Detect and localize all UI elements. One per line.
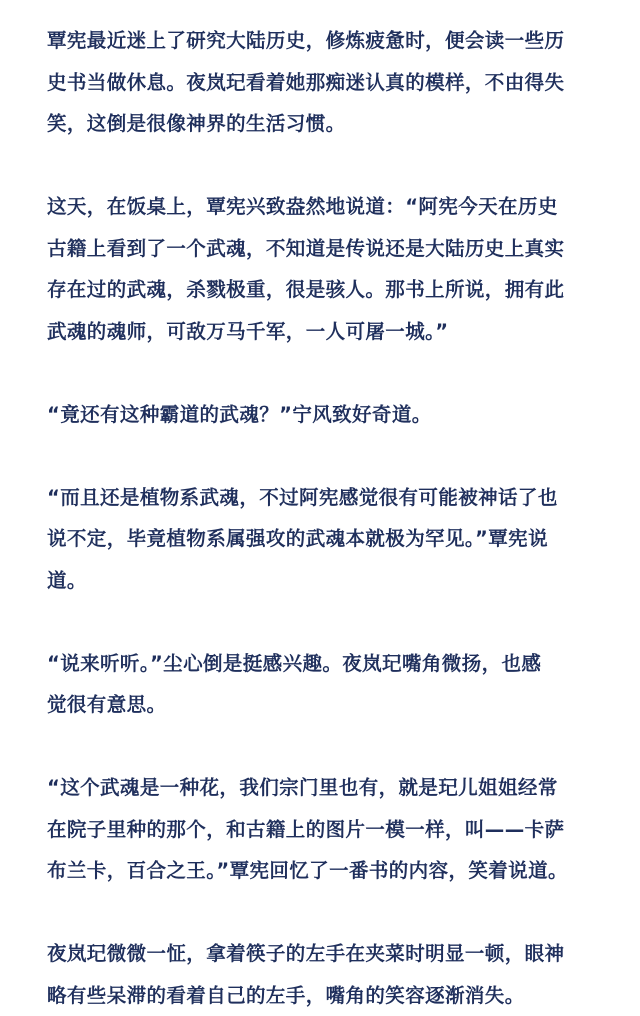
text-line: 夜岚玘微微一怔，拿着筷子的左手在夹菜时明显一顿，眼神 bbox=[47, 942, 565, 965]
text-line: 道。 bbox=[47, 568, 87, 592]
text-line: 古籍上看到了一个武魂，不知道是传说还是大陆历史上真实 bbox=[47, 236, 565, 260]
paragraph bbox=[47, 394, 603, 436]
text-line: 这天，在饭桌上，覃宪兴致盎然地说道：“阿宪今天在历史 bbox=[47, 195, 558, 218]
text-line: “而且还是植物系武魂，不过阿宪感觉很有可能被神话了也 bbox=[47, 485, 558, 509]
text-line: 武魂的魂师，可敌万马千军，一人可屠一城。” bbox=[47, 319, 449, 343]
text-line: 在院子里种的那个，和古籍上的图片一模一样，叫——卡萨 bbox=[47, 817, 565, 841]
article-body bbox=[47, 20, 603, 1016]
text-line: 布兰卡，百合之王。”覃宪回忆了一番书的内容，笑着说道。 bbox=[47, 859, 568, 882]
paragraph bbox=[47, 767, 603, 892]
paragraph bbox=[47, 20, 603, 145]
text-line: “这个武魂是一种花，我们宗门里也有，就是玘儿姐姐经常 bbox=[47, 776, 558, 799]
paragraph bbox=[47, 477, 603, 602]
text-line: 史书当做休息。夜岚玘看着她那痴迷认真的模样，不由得失 bbox=[47, 70, 565, 94]
text-line: 觉很有意思。 bbox=[47, 693, 167, 716]
text-line: “说来听听。”尘心倒是挺感兴趣。夜岚玘嘴角微扬，也感 bbox=[47, 651, 542, 675]
text-line: 存在过的武魂，杀戮极重，很是骇人。那书上所说，拥有此 bbox=[47, 278, 565, 301]
text-line: 笑，这倒是很像神界的生活习惯。 bbox=[47, 112, 346, 135]
paragraph bbox=[47, 186, 603, 352]
text-line: 说不定，毕竟植物系属强攻的武魂本就极为罕见。”覃宪说 bbox=[47, 527, 548, 550]
text-line: 略有些呆滞的看着自己的左手，嘴角的笑容逐渐消失。 bbox=[47, 983, 525, 1007]
paragraph bbox=[47, 933, 603, 1016]
paragraph bbox=[47, 643, 603, 726]
text-line: 覃宪最近迷上了研究大陆历史，修炼疲惫时，便会读一些历 bbox=[47, 29, 565, 52]
text-line: “竟还有这种霸道的武魂？”宁风致好奇道。 bbox=[47, 402, 432, 426]
